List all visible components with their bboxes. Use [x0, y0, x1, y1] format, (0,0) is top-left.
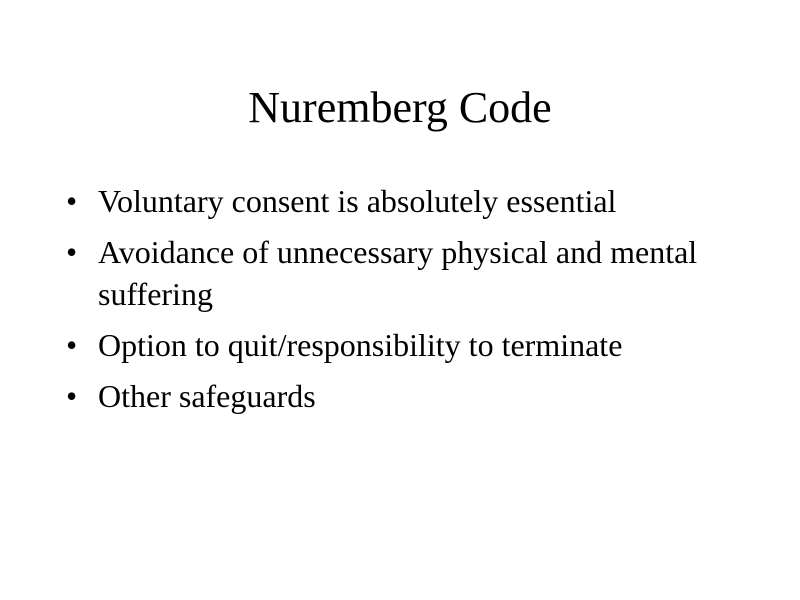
bullet-dot-icon: •: [66, 234, 78, 270]
bullet-item-avoidance-suffering: [66, 231, 706, 315]
bullet-item-option-to-quit: [66, 324, 706, 366]
bullet-text: Avoidance of unnecessary physical and mental suffering: [98, 234, 698, 312]
bullet-text: Option to quit/responsibility to terminate: [98, 327, 623, 363]
slide-title: Nuremberg Code: [248, 83, 552, 132]
bullet-item-voluntary-consent: [66, 180, 706, 222]
bullet-text: Voluntary consent is absolutely essential: [98, 183, 617, 219]
bullet-text: Other safeguards: [98, 378, 316, 414]
bullet-list: [66, 180, 706, 426]
bullet-item-other-safeguards: [66, 375, 706, 417]
bullet-dot-icon: •: [66, 378, 78, 414]
bullet-dot-icon: •: [66, 183, 78, 219]
bullet-dot-icon: •: [66, 327, 78, 363]
